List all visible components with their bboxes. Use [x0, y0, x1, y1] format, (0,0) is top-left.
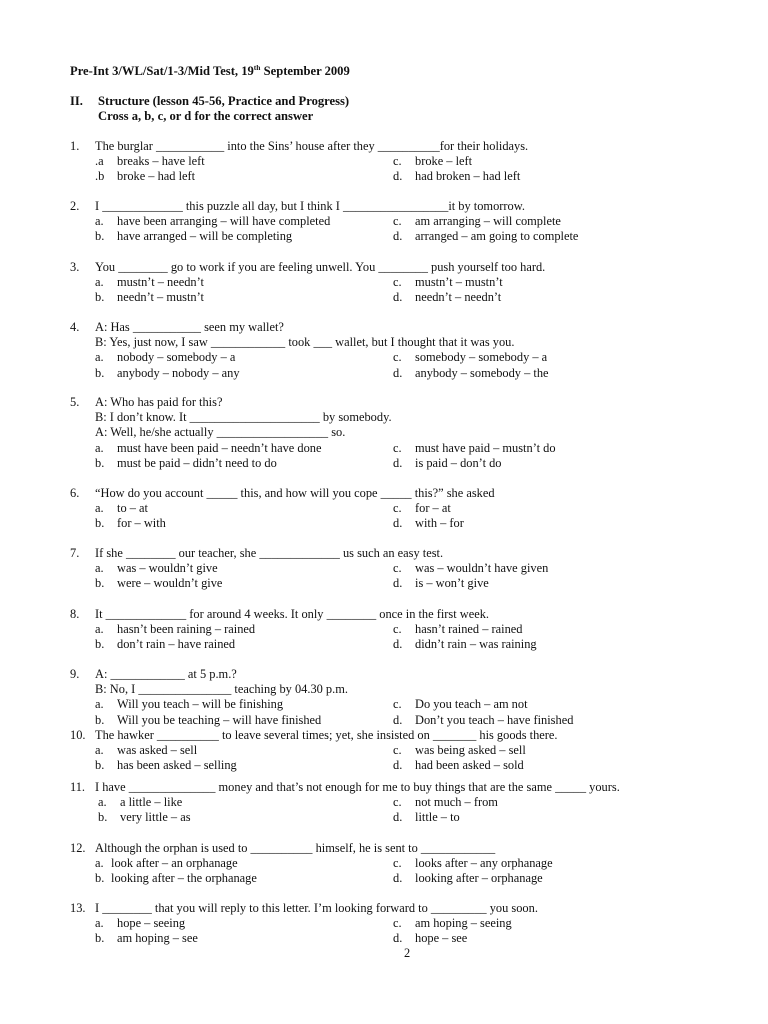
question-text: If she ________ our teacher, she _____________ us such an easy test.: [95, 546, 444, 560]
option-letter: c.: [393, 561, 402, 576]
question-text: Although the orphan is used to __________ himself, he is sent to ____________: [95, 841, 496, 855]
option-letter: b.: [95, 455, 105, 470]
option-text: have arranged – will be completing: [117, 229, 293, 244]
option-text: anybody – nobody – any: [117, 365, 240, 380]
option-letter: d.: [393, 712, 403, 727]
question-text: B: Yes, just now, I saw ____________ took ___ wallet, but I thought that it was you.: [95, 335, 515, 350]
option-text: looks after – any orphanage: [415, 856, 553, 871]
option-text: hasn’t rained – rained: [415, 622, 523, 637]
option-letter: d.: [393, 758, 403, 773]
option-text: a little – like: [120, 795, 183, 810]
question-8: [70, 607, 720, 653]
option-letter: d.: [393, 576, 403, 591]
question-text: B: No, I _______________ teaching by 04.30 p.m.: [95, 682, 348, 697]
option-text: anybody – somebody – the: [415, 365, 549, 380]
option-text: had broken – had left: [415, 169, 521, 184]
option-text: breaks – have left: [117, 154, 205, 169]
question-11: [70, 780, 720, 826]
option-letter: a.: [98, 795, 107, 810]
option-letter: c.: [393, 154, 402, 169]
option-letter: a.: [95, 350, 104, 365]
option-text: don’t rain – have rained: [117, 637, 236, 652]
option-letter: a.: [95, 214, 104, 229]
option-letter: c.: [393, 795, 402, 810]
option-text: to – at: [117, 501, 148, 516]
option-letter: a.: [95, 501, 104, 516]
option-letter: b.: [98, 810, 108, 825]
option-letter: a.: [95, 440, 104, 455]
question-text: “How do you account _____ this, and how will you cope _____ this?” she asked: [95, 486, 495, 500]
question-number: 12.: [70, 841, 86, 855]
option-text: hasn’t been raining – rained: [117, 622, 256, 637]
option-text: hope – see: [415, 931, 468, 946]
question-text: You ________ go to work if you are feeling unwell. You ________ push yourself too hard.: [95, 260, 546, 274]
header-superscript: th: [253, 63, 261, 72]
option-letter: b.: [95, 871, 105, 886]
option-letter: b.: [95, 758, 105, 773]
option-text: was being asked – sell: [415, 743, 526, 758]
option-text: somebody – somebody – a: [415, 350, 548, 365]
option-letter: d.: [393, 290, 403, 305]
option-text: needn’t – mustn’t: [117, 290, 204, 305]
question-number: 5.: [70, 395, 80, 409]
option-letter: b.: [95, 637, 105, 652]
option-text: has been asked – selling: [117, 758, 237, 773]
page-header: [70, 64, 350, 79]
option-letter: c.: [393, 214, 402, 229]
question-13: [70, 901, 720, 947]
question-12: [70, 841, 720, 887]
question-number: 10.: [70, 728, 86, 742]
question-number: 3.: [70, 260, 80, 274]
question-number: 6.: [70, 486, 80, 500]
option-text: Don’t you teach – have finished: [415, 712, 574, 727]
option-text: look after – an orphanage: [111, 856, 238, 871]
option-letter: c.: [393, 501, 402, 516]
option-text: must have been paid – needn’t have done: [117, 440, 322, 455]
option-text: Will you be teaching – will have finished: [117, 712, 322, 727]
option-letter: c.: [393, 856, 402, 871]
option-letter: a.: [95, 622, 104, 637]
option-letter: d.: [393, 229, 403, 244]
option-letter: a.: [95, 743, 104, 758]
option-letter: c.: [393, 275, 402, 290]
page-number: 2: [404, 946, 411, 960]
question-5: [70, 395, 720, 471]
question-text: A: Who has paid for this?: [95, 395, 223, 409]
option-text: have been arranging – will have completed: [117, 214, 331, 229]
section-title: Structure (lesson 45-56, Practice and Progress): [98, 94, 350, 108]
question-number: 9.: [70, 667, 80, 681]
option-letter: d.: [393, 871, 403, 886]
question-number: 7.: [70, 546, 80, 560]
option-text: had been asked – sold: [415, 758, 524, 773]
option-text: hope – seeing: [117, 916, 186, 931]
option-text: was – wouldn’t give: [117, 561, 218, 576]
option-text: were – wouldn’t give: [117, 576, 223, 591]
option-text: for – at: [415, 501, 451, 516]
question-text: A: ____________ at 5 p.m.?: [95, 667, 237, 681]
option-text: nobody – somebody – a: [117, 350, 236, 365]
option-text: looking after – the orphanage: [111, 871, 257, 886]
question-text: The burglar ___________ into the Sins’ house after they __________for their holidays.: [95, 139, 529, 153]
question-number: 13.: [70, 901, 86, 915]
option-letter: c.: [393, 440, 402, 455]
section-number: II.: [70, 94, 83, 108]
option-letter: b.: [95, 516, 105, 531]
option-letter: b.: [95, 365, 105, 380]
question-text: I have ______________ money and that’s not enough for me to buy things that are the same _____ yours.: [95, 780, 620, 794]
option-text: little – to: [415, 810, 460, 825]
option-text: am hoping – seeing: [415, 916, 512, 931]
option-text: was – wouldn’t have given: [415, 561, 549, 576]
question-10: [70, 728, 720, 774]
option-letter: a.: [95, 697, 104, 712]
option-text: am hoping – see: [117, 931, 198, 946]
question-text: A: Has ___________ seen my wallet?: [95, 320, 284, 334]
option-text: didn’t rain – was raining: [415, 637, 537, 652]
section-instruction: Cross a, b, c, or d for the correct answer: [98, 109, 314, 124]
option-letter: d.: [393, 931, 403, 946]
option-letter: .b: [95, 169, 105, 184]
question-6: [70, 486, 720, 532]
option-letter: b.: [95, 712, 105, 727]
option-letter: b.: [95, 229, 105, 244]
option-letter: b.: [95, 290, 105, 305]
option-letter: d.: [393, 169, 403, 184]
option-letter: d.: [393, 810, 403, 825]
option-letter: d.: [393, 516, 403, 531]
option-letter: c.: [393, 916, 402, 931]
question-text: B: I don’t know. It _____________________ by somebody.: [95, 410, 392, 425]
option-text: broke – left: [415, 154, 473, 169]
option-text: with – for: [415, 516, 464, 531]
option-letter: d.: [393, 637, 403, 652]
option-letter: a.: [95, 916, 104, 931]
option-text: must be paid – didn’t need to do: [117, 455, 277, 470]
option-text: mustn’t – needn’t: [117, 275, 204, 290]
question-text: A: Well, he/she actually __________________ so.: [95, 425, 346, 440]
option-text: very little – as: [120, 810, 191, 825]
option-letter: c.: [393, 697, 402, 712]
option-text: for – with: [117, 516, 166, 531]
question-number: 11.: [70, 780, 86, 794]
option-text: looking after – orphanage: [415, 871, 543, 886]
header-title: Pre-Int 3/WL/Sat/1-3/Mid Test, 19: [70, 64, 254, 78]
option-text: needn’t – needn’t: [415, 290, 502, 305]
option-letter: .a: [95, 154, 104, 169]
question-text: The hawker __________ to leave several times; yet, she insisted on _______ his goods there.: [95, 728, 558, 742]
question-text: I ________ that you will reply to this letter. I’m looking forward to _________ you soon.: [95, 901, 538, 915]
option-letter: b.: [95, 931, 105, 946]
question-7: [70, 546, 720, 592]
option-letter: c.: [393, 350, 402, 365]
question-9: [70, 667, 720, 728]
option-text: am arranging – will complete: [415, 214, 561, 229]
question-4: [70, 320, 720, 381]
option-letter: a.: [95, 275, 104, 290]
question-text: It _____________ for around 4 weeks. It only ________ once in the first week.: [95, 607, 490, 621]
question-number: 2.: [70, 199, 80, 213]
question-1: [70, 139, 720, 185]
option-letter: a.: [95, 856, 104, 871]
option-text: is – won’t give: [415, 576, 489, 591]
option-letter: c.: [393, 622, 402, 637]
question-number: 8.: [70, 607, 80, 621]
option-text: mustn’t – mustn’t: [415, 275, 503, 290]
option-letter: d.: [393, 455, 403, 470]
option-letter: a.: [95, 561, 104, 576]
option-text: is paid – don’t do: [415, 455, 502, 470]
question-3: [70, 260, 720, 306]
option-text: must have paid – mustn’t do: [415, 440, 556, 455]
option-text: Will you teach – will be finishing: [117, 697, 284, 712]
option-text: not much – from: [415, 795, 498, 810]
option-text: was asked – sell: [117, 743, 198, 758]
option-text: broke – had left: [117, 169, 196, 184]
question-number: 1.: [70, 139, 80, 153]
question-2: [70, 199, 720, 245]
option-text: Do you teach – am not: [415, 697, 528, 712]
option-text: arranged – am going to complete: [415, 229, 579, 244]
option-letter: b.: [95, 576, 105, 591]
header-date: September 2009: [260, 64, 350, 78]
question-text: I _____________ this puzzle all day, but I think I _________________it by tomorrow.: [95, 199, 525, 213]
option-letter: c.: [393, 743, 402, 758]
option-letter: d.: [393, 365, 403, 380]
question-number: 4.: [70, 320, 80, 334]
